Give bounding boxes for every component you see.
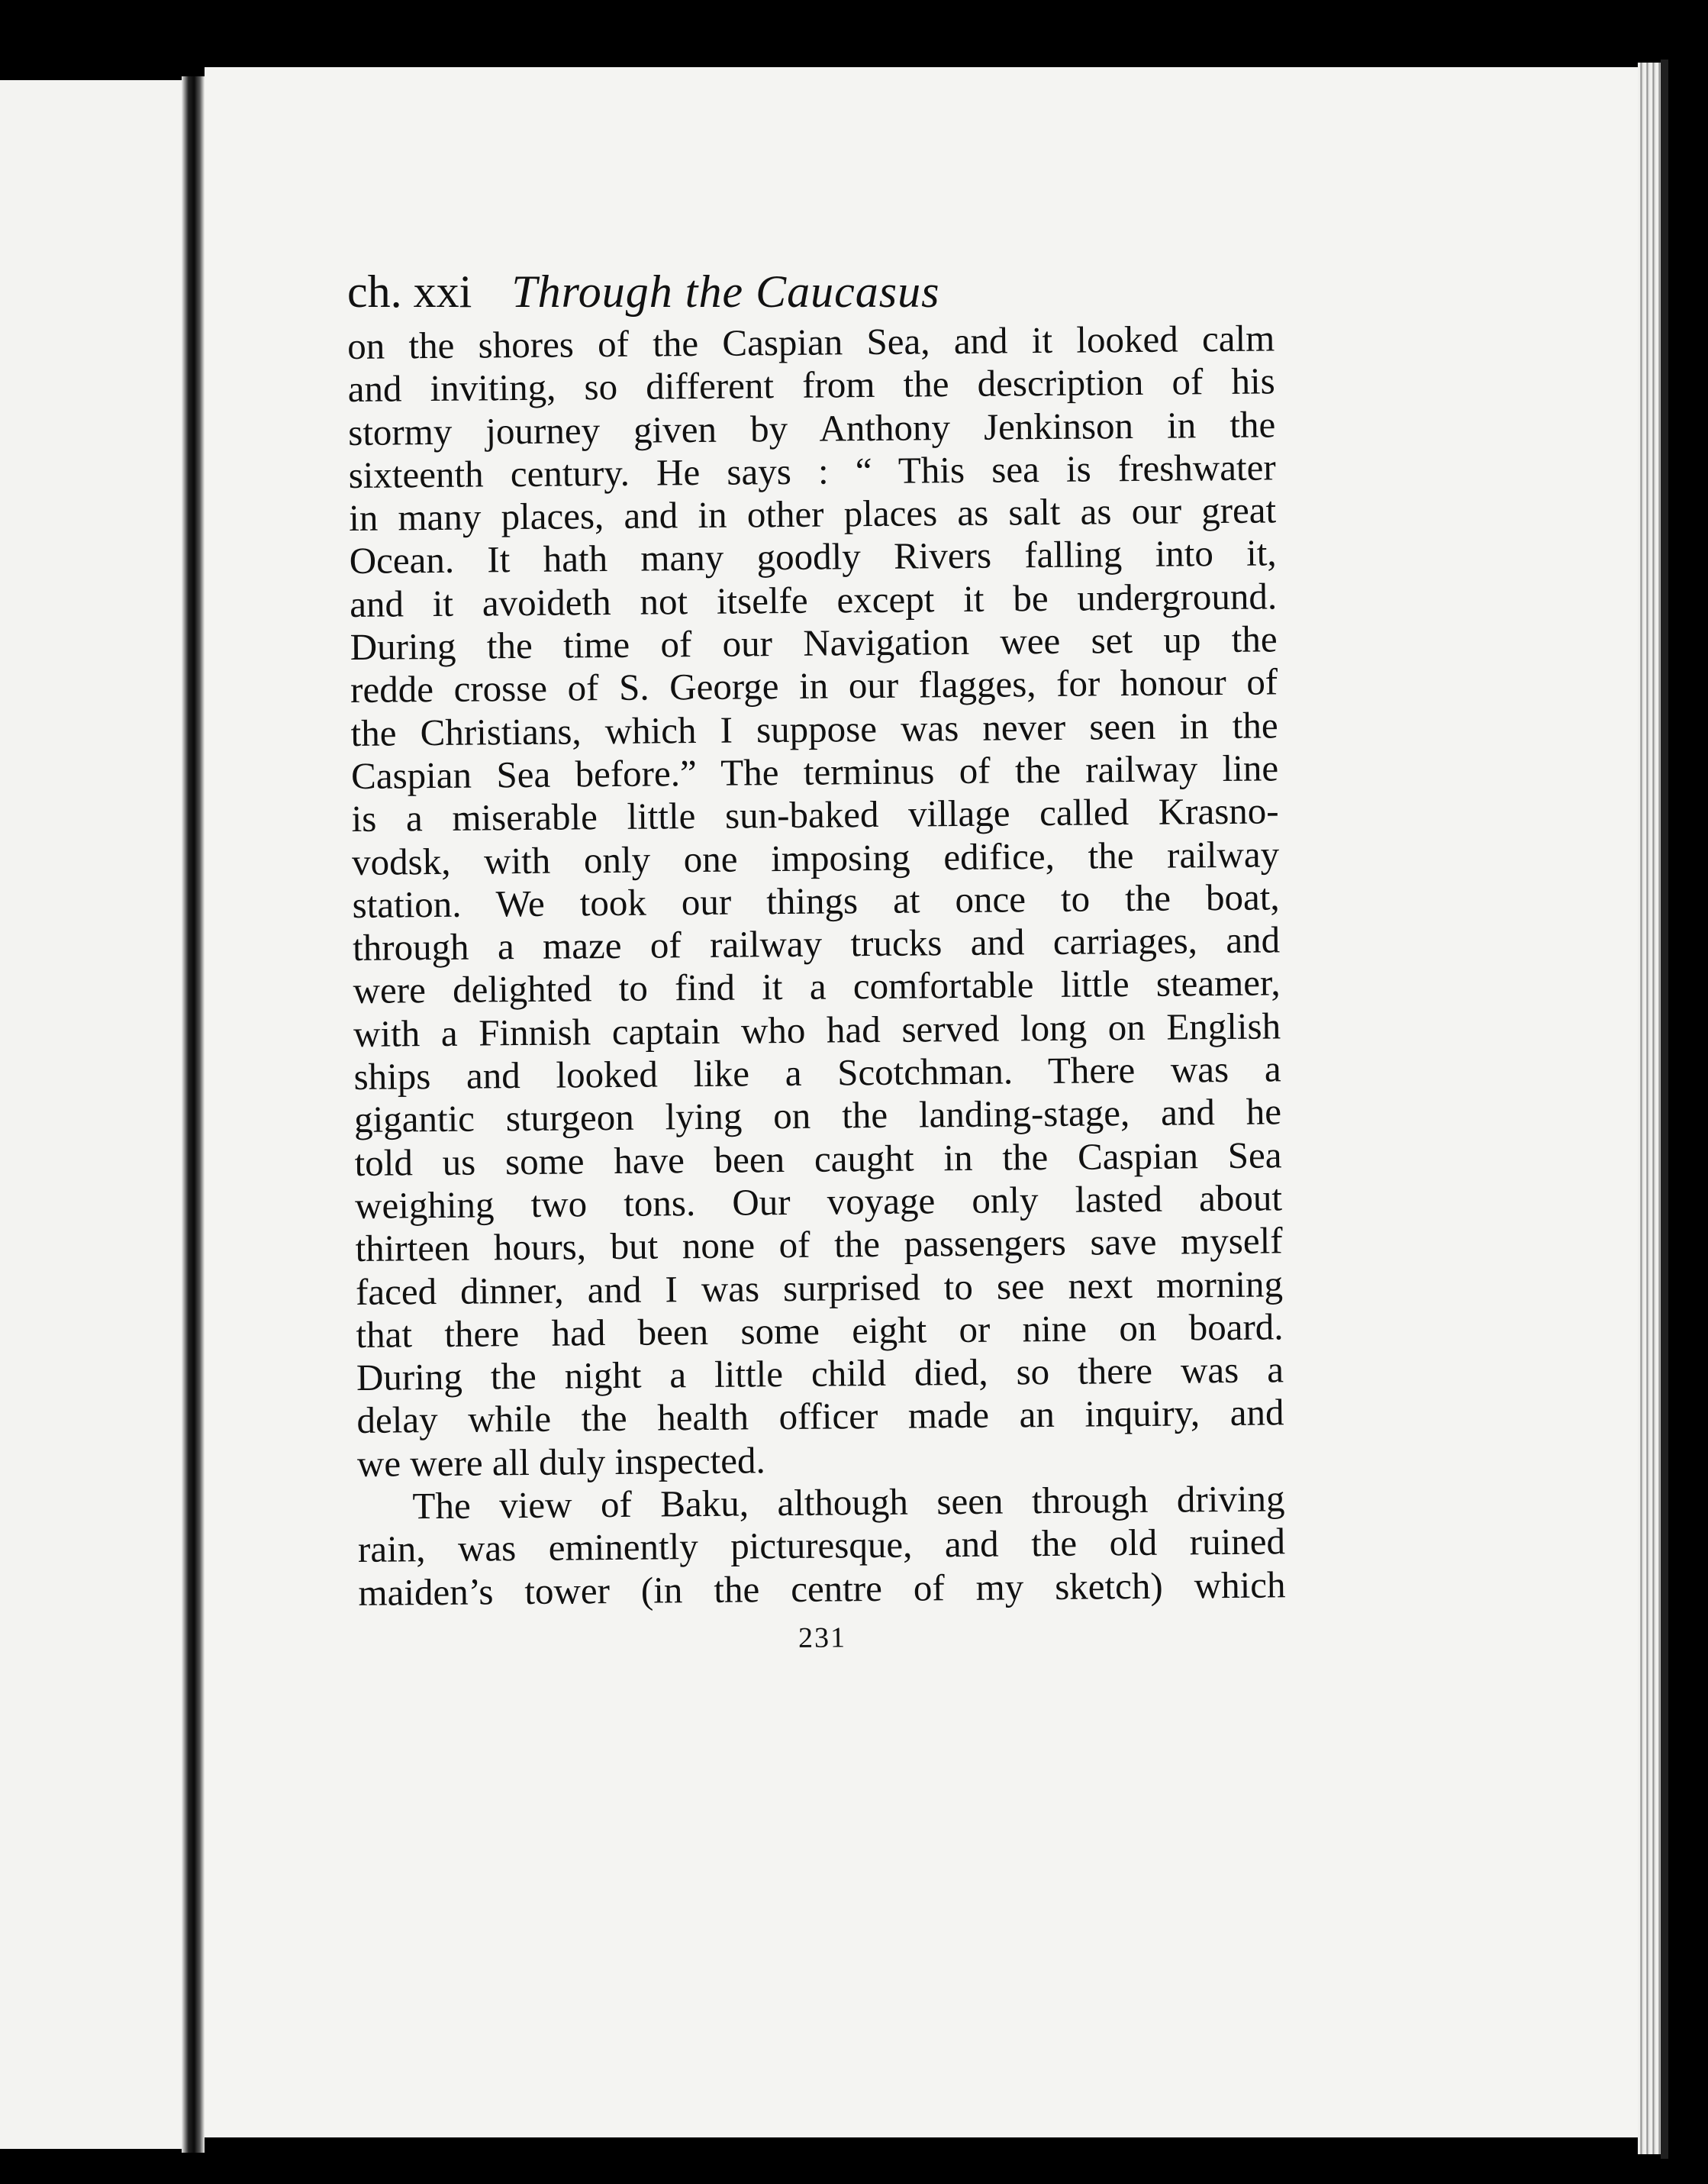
- text-line: in many places, and in other places as salt as our great: [348, 489, 1277, 540]
- facing-page: [0, 80, 191, 2149]
- text-line: is a miserable little sun-baked village called Krasno-: [351, 789, 1279, 840]
- book-gutter: [182, 76, 205, 2153]
- paragraph-first-line: The view of Baku, although seen through driving: [412, 1477, 1285, 1528]
- text-line: redde crosse of S. George in our flagges, for honour of: [350, 660, 1278, 711]
- text-line: vodsk, with only one imposing edifice, the railway: [351, 832, 1280, 883]
- text-line: and inviting, so different from the description of his: [347, 360, 1275, 411]
- book-title: Through the Caucasus: [511, 266, 940, 317]
- text-line: on the shores of the Caspian Sea, and it looked calm: [347, 317, 1275, 367]
- page-number: 231: [798, 1621, 847, 1654]
- text-line: the Christians, which I suppose was never seen in the: [350, 704, 1278, 754]
- text-line: and it avoideth not itselfe except it be underground.: [349, 575, 1278, 625]
- chapter-label: ch. xxi: [347, 266, 472, 317]
- text-line: through a maze of railway trucks and carriages, and: [352, 918, 1281, 969]
- text-line: with a Finnish captain who had served long on English: [353, 1005, 1281, 1055]
- text-line: station. We took our things at once to the boat,: [352, 876, 1280, 926]
- text-line: weighing two tons. Our voyage only lasted about: [354, 1176, 1283, 1227]
- text-line: Caspian Sea before.” The terminus of the railway line: [350, 747, 1279, 797]
- page-edge-shadow: [1661, 60, 1668, 2159]
- text-line: were delighted to find it a comfortable little steamer,: [353, 961, 1281, 1012]
- text-line: During the time of our Navigation wee set up the: [350, 618, 1278, 669]
- text-line: delay while the health officer made an inquiry, and: [356, 1391, 1284, 1442]
- text-line: Ocean. It hath many goodly Rivers falling into it,: [349, 531, 1277, 582]
- text-line: gigantic sturgeon lying on the landing-stage, and he: [353, 1090, 1282, 1141]
- text-line: stormy journey given by Anthony Jenkinson in the: [347, 402, 1276, 453]
- text-line: told us some have been caught in the Caspian Sea: [354, 1133, 1282, 1184]
- page-edges: [1638, 63, 1661, 2154]
- text-line: faced dinner, and I was surprised to see next morning: [355, 1262, 1284, 1313]
- body-text: [347, 317, 1286, 1664]
- text-line: During the night a little child died, so there was a: [356, 1348, 1284, 1399]
- paragraph-last-line: we were all duly inspected.: [356, 1438, 765, 1485]
- text-line: ships and looked like a Scotchman. There was a: [353, 1047, 1281, 1098]
- text-line: thirteen hours, but none of the passengers save myself: [355, 1219, 1283, 1270]
- text-line: that there had been some eight or nine on board.: [356, 1305, 1284, 1356]
- text-line: rain, was eminently picturesque, and the old ruined: [357, 1520, 1286, 1571]
- running-head: [347, 260, 1275, 324]
- text-line: sixteenth century. He says : “ This sea is freshwater: [348, 446, 1276, 496]
- page-content: [347, 260, 1286, 1665]
- text-line: maiden’s tower (in the centre of my sketch) which: [358, 1563, 1286, 1614]
